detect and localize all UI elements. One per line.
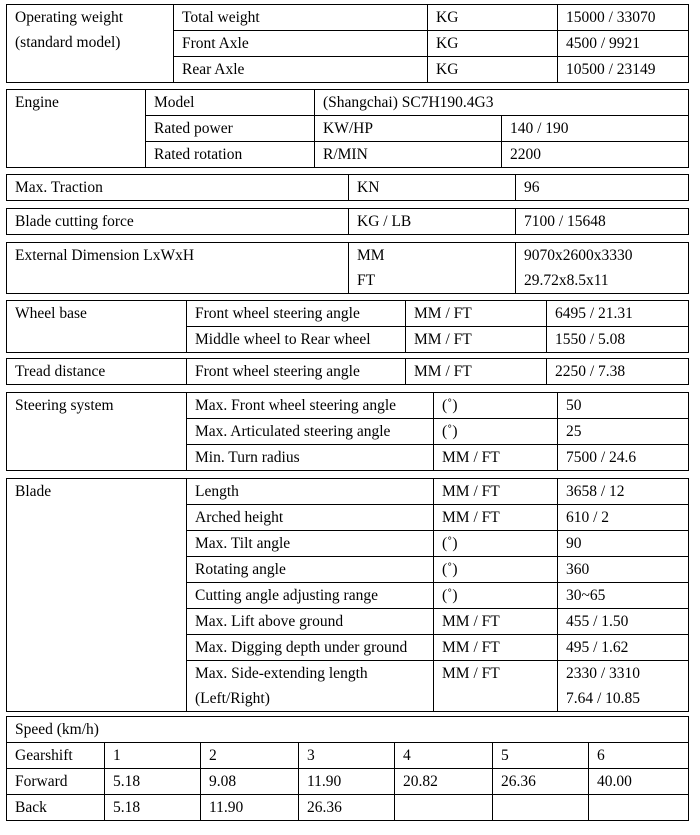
speed-cell <box>493 795 589 821</box>
spec-item: Length <box>187 479 434 505</box>
spec-item: Front Axle <box>174 31 428 57</box>
spec-value: 6495 / 21.31 <box>547 301 689 327</box>
tread-table <box>6 358 689 385</box>
spec-unit: MM / FT <box>406 327 547 353</box>
spec-unit: MM / FT <box>434 609 558 635</box>
spec-item: Middle wheel to Rear wheel <box>187 327 406 353</box>
spec-unit: MM / FT <box>406 359 547 385</box>
blade-label: Blade <box>7 479 187 712</box>
spec-item: Total weight <box>174 5 428 31</box>
spec-unit: MM / FT <box>434 661 558 712</box>
steering-table <box>6 392 689 471</box>
speed-cell: 9.08 <box>201 769 299 795</box>
engine-model-value: (Shangchai) SC7H190.4G3 <box>315 90 689 116</box>
spec-value: 610 / 2 <box>558 505 689 531</box>
spec-value: 30~65 <box>558 583 689 609</box>
spec-value: 495 / 1.62 <box>558 635 689 661</box>
spec-item: Model <box>146 90 315 116</box>
spec-unit: MM / FT <box>434 445 558 471</box>
spec-item: Max. Front wheel steering angle <box>187 393 434 419</box>
traction-label: Max. Traction <box>7 175 349 201</box>
spec-value: 2330 / 3310 7.64 / 10.85 <box>558 661 689 712</box>
spec-item: Arched height <box>187 505 434 531</box>
spec-value: 10500 / 23149 <box>558 57 689 83</box>
spec-unit: KG <box>428 57 558 83</box>
speed-header-row <box>7 743 689 769</box>
spec-value: 7500 / 24.6 <box>558 445 689 471</box>
operating-weight-label: Operating weight (standard model) <box>7 5 174 83</box>
spec-value: 90 <box>558 531 689 557</box>
speed-cell <box>589 795 689 821</box>
speed-cell: 5.18 <box>105 769 201 795</box>
speed-cell: 40.00 <box>589 769 689 795</box>
dimension-label: External Dimension LxWxH <box>7 243 349 294</box>
blade-force-table <box>6 208 689 235</box>
traction-table <box>6 174 689 201</box>
spec-unit: (˚) <box>434 531 558 557</box>
spec-item: Cutting angle adjusting range <box>187 583 434 609</box>
engine-label: Engine <box>7 90 146 168</box>
speed-cell: 11.90 <box>201 795 299 821</box>
speed-cell: 26.36 <box>493 769 589 795</box>
operating-weight-table <box>6 4 689 83</box>
spec-item: Max. Lift above ground <box>187 609 434 635</box>
spec-item: Min. Turn radius <box>187 445 434 471</box>
tread-label: Tread distance <box>7 359 187 385</box>
spec-item: Rear Axle <box>174 57 428 83</box>
speed-cell: 5.18 <box>105 795 201 821</box>
spec-item: Max. Side-extending length (Left/Right) <box>187 661 434 712</box>
wheel-base-table <box>6 300 689 353</box>
spec-item: Rated rotation <box>146 142 315 168</box>
speed-cell: 6 <box>589 743 689 769</box>
speed-title: Speed (km/h) <box>7 717 689 743</box>
spec-unit: (˚) <box>434 393 558 419</box>
spec-unit: (˚) <box>434 557 558 583</box>
spec-value: 140 / 190 <box>502 116 689 142</box>
spec-value: 15000 / 33070 <box>558 5 689 31</box>
spec-value: 2200 <box>502 142 689 168</box>
spec-value: 96 <box>516 175 689 201</box>
spec-unit: (˚) <box>434 583 558 609</box>
speed-cell: Forward <box>7 769 105 795</box>
spec-item: Front wheel steering angle <box>187 301 406 327</box>
speed-back-row <box>7 795 689 821</box>
spec-unit: (˚) <box>434 419 558 445</box>
spec-item: Front wheel steering angle <box>187 359 406 385</box>
spec-unit: KW/HP <box>315 116 502 142</box>
blade-table <box>6 478 689 712</box>
speed-cell: Gearshift <box>7 743 105 769</box>
spec-unit: MM / FT <box>434 635 558 661</box>
speed-cell: 2 <box>201 743 299 769</box>
spec-value: 360 <box>558 557 689 583</box>
spec-value: 455 / 1.50 <box>558 609 689 635</box>
spec-item: Max. Tilt angle <box>187 531 434 557</box>
spec-value: 25 <box>558 419 689 445</box>
speed-cell: Back <box>7 795 105 821</box>
spec-value: 9070x2600x3330 <box>516 243 689 269</box>
spec-unit: FT <box>349 268 516 294</box>
spec-item: Max. Digging depth under ground <box>187 635 434 661</box>
speed-forward-row <box>7 769 689 795</box>
spec-unit: R/MIN <box>315 142 502 168</box>
speed-cell: 11.90 <box>299 769 395 795</box>
spec-unit: KG <box>428 5 558 31</box>
dimension-table <box>6 242 689 294</box>
blade-force-label: Blade cutting force <box>7 209 349 235</box>
spec-value: 50 <box>558 393 689 419</box>
wheel-base-label: Wheel base <box>7 301 187 353</box>
spec-unit: MM <box>349 243 516 269</box>
speed-cell: 4 <box>395 743 493 769</box>
spec-value: 7100 / 15648 <box>516 209 689 235</box>
spec-value: 3658 / 12 <box>558 479 689 505</box>
spec-item: Max. Articulated steering angle <box>187 419 434 445</box>
spec-value: 29.72x8.5x11 <box>516 268 689 294</box>
speed-cell <box>395 795 493 821</box>
spec-value: 1550 / 5.08 <box>547 327 689 353</box>
engine-table <box>6 89 689 168</box>
spec-unit: KN <box>349 175 516 201</box>
spec-unit: MM / FT <box>406 301 547 327</box>
spec-unit: KG <box>428 31 558 57</box>
spec-value: 2250 / 7.38 <box>547 359 689 385</box>
speed-cell: 1 <box>105 743 201 769</box>
speed-table <box>6 716 689 821</box>
spec-unit: KG / LB <box>349 209 516 235</box>
spec-unit: MM / FT <box>434 505 558 531</box>
speed-cell: 26.36 <box>299 795 395 821</box>
speed-cell: 5 <box>493 743 589 769</box>
spec-item: Rated power <box>146 116 315 142</box>
spec-item: Rotating angle <box>187 557 434 583</box>
steering-label: Steering system <box>7 393 187 471</box>
speed-cell: 20.82 <box>395 769 493 795</box>
spec-value: 4500 / 9921 <box>558 31 689 57</box>
spec-unit: MM / FT <box>434 479 558 505</box>
speed-cell: 3 <box>299 743 395 769</box>
